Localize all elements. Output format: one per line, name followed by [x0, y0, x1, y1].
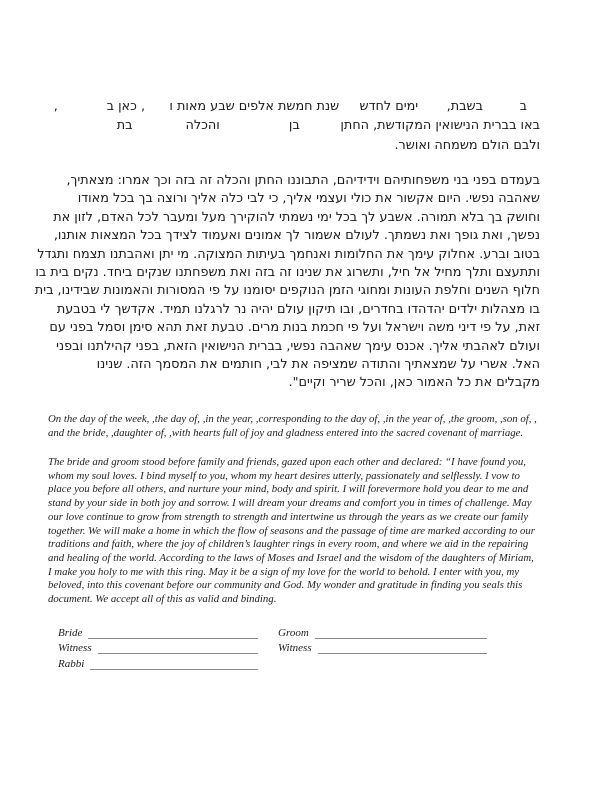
signature-column-right	[278, 625, 487, 655]
hebrew-vows-line: ותתעצם ותלך מחיל אל חיל, ותשרוג את שנינו זה בזה ואת משפחתנו שנקים ביחד. נקים בית בו	[35, 265, 540, 281]
english-date-paragraph	[48, 412, 582, 440]
hebrew-vows-line: ועולם לאהבתי אליך. אכנס עימך שאהבה נפשי, בברית הנישואין הזאת, בפני קהילתנו ובפני	[56, 338, 540, 354]
witness-signature-label: Witness	[58, 642, 92, 655]
groom-signature-label: Groom	[278, 627, 309, 640]
hebrew-vows-line: חלוף השנים וחלפת העונות ומחוגי הזמן הנוקפים יסומנו על פי המסורות והאמונות שבידינו, בית	[34, 283, 540, 299]
english-vows-paragraph	[48, 456, 582, 607]
english-vows-line: and healing of the world. According to the laws of Moses and Israel and the wisdom of the daughters of Miriam,	[48, 551, 534, 564]
english-date-line: and the bride, ,daughter of, ,with hearts full of joy and gladness entered into the sacred covenant of marriage.	[48, 427, 524, 440]
witness-signature-line	[318, 641, 487, 654]
hebrew-vows-line: האל. אשרי על שמצאתיך והתודה שמציפה את לבי, חותמים את המסמך הזה. שנינו	[96, 357, 540, 373]
english-vows-line: beloved, into this covenant before our community and God. My wonder and gratitude in finding you seals this	[48, 579, 523, 592]
english-vows-line: I make you holy to me with this ring. May it be a sign of my love for the world to behold. I enter with you, my	[48, 565, 520, 578]
english-vows-line: document. We accept all of this as valid and binding.	[48, 593, 277, 606]
groom-signature-line	[315, 626, 487, 639]
rabbi-signature-label: Rabbi	[58, 657, 85, 670]
witness-signature-line	[98, 641, 258, 654]
witness-signature-row	[278, 640, 487, 655]
witness-signature-label: Witness	[278, 642, 312, 655]
hebrew-vows-line: נפשך, ואת גופך ואת נשמתך. לעולם אשמור לך אמונים ואעמוד לצידך בכל המצאות אותנו,	[53, 228, 540, 244]
hebrew-vows-line: וחושק בך בלא תמורה. אשבע לך בכל ימי נשמתי להוקירך מעל ומעבר לכל האדם, לזון את	[53, 209, 540, 225]
hebrew-date-section	[50, 97, 540, 155]
english-vows-line: place you before all others, and nurture your mind, body and spirit. I will forevermore hold you dear to me and	[48, 483, 529, 496]
bride-signature-line	[88, 626, 258, 639]
hebrew-vows-line: זאת, על פי דיני משה וישראל ועל פי חכמת בנות מרים. טבעת זאת תהא סימן וסמל בפני עם	[49, 320, 540, 336]
hebrew-vows-line: בטוב וברע. אחלוק עימך את החלומות ואנחמך בעיתות המצוקה. מי יתן ואהבתנו תצמח ותגדל	[37, 246, 540, 262]
bride-signature-label: Bride	[58, 627, 83, 640]
hebrew-parties-line: באו בברית הנישואין המקודשת, החתן בן והכלה בת	[116, 118, 540, 134]
hebrew-vows-line: בעמדם בפני בני משפחותיהם וידידיהם, התבוננו החתן והכלה זה בזה וכך אמרו: מצאתיך,	[66, 173, 540, 188]
signature-column-left	[58, 625, 258, 671]
bride-signature-row	[58, 625, 258, 640]
hebrew-vows-line: בו מצהלות ילדים יהדהדו בחדרים, ובו תיקון עולם יהיה נר לרגלנו תמיד. אקדשך לי בטבעת	[56, 301, 540, 317]
witness-signature-row	[58, 640, 258, 655]
english-vows-line: whom my soul loves. I bind myself to you, whom my heart desires utterly, passionately and selflessly. I vow to	[48, 469, 520, 482]
english-vows-line: stand by your side in both joy and sorrow. I will dream your dreams and comfort you in times of challenge. May	[48, 497, 532, 510]
rabbi-signature-row	[58, 655, 258, 670]
hebrew-vows-line: שאהבה נפשי. היום אקשור את כולי ועצמי אליך, כי לבי כלה אליך ורוצה בך בכל מאודו	[77, 191, 540, 207]
hebrew-vows-section	[36, 172, 540, 393]
hebrew-joy-line: ולבם הולם משמחה ואושר.	[394, 137, 540, 153]
english-vows-line: The bride and groom stood before family and friends, gazed upon each other and declared: “I have found you,	[48, 456, 526, 468]
rabbi-signature-line	[90, 657, 258, 670]
hebrew-vows-line: מקבלים את כל האמור כאן, והכל שריר וקיים".	[288, 375, 540, 391]
english-vows-line: traditions and faith, where the joy of children’s laughter rings in every room, and where we aid in the repairing	[48, 538, 529, 551]
english-vows-line: together. We will make a home in which the flow of seasons and the passage of time are marked according to our	[48, 524, 536, 537]
groom-signature-row	[278, 625, 487, 640]
hebrew-date-line: ב בשבת, ימים לחדש שנת חמשת אלפים שבע מאות ו , כאן ב ,	[53, 99, 527, 114]
english-vows-line: our love continue to grow from strength to strength and intertwine us through the years as we create our family	[48, 510, 529, 523]
english-date-line: On the day of the week, ,the day of, ,in the year, ,corresponding to the day of, ,in the year of, ,the groom, ,son of, ,	[48, 413, 537, 425]
